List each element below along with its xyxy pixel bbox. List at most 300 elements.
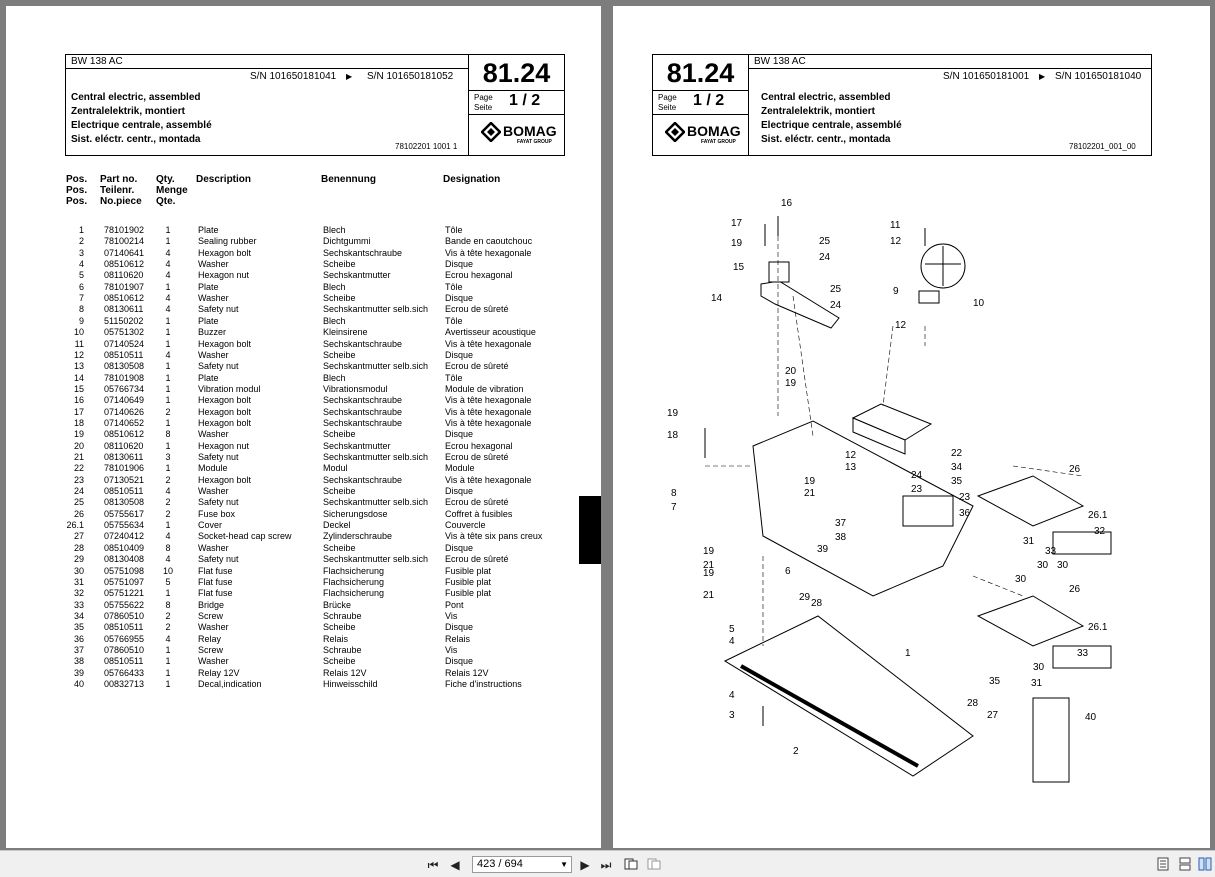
cell-designation: Vis à tête hexagonale: [445, 474, 532, 485]
cell-designation: Fiche d'instructions: [445, 679, 522, 689]
cell-pos: 21: [73, 452, 84, 462]
bomag-logo: [481, 121, 561, 147]
header-box-right: [652, 54, 1152, 156]
bomag-logo-icon: [481, 122, 501, 142]
callout-label: 38: [835, 532, 847, 543]
callout-label: 17: [731, 218, 743, 229]
cell-designation: Fusible plat: [445, 565, 492, 576]
callout-label: 19: [804, 476, 816, 487]
cell-designation: Module: [445, 463, 475, 474]
callout-label: 22: [951, 448, 963, 459]
rotate-icon[interactable]: [623, 857, 639, 873]
table-row: [6, 327, 601, 338]
callout-label: 30: [1033, 662, 1045, 673]
cell-pos: 7: [78, 293, 84, 304]
table-row: [6, 407, 601, 418]
table-row: [6, 259, 601, 270]
cell-quantity: 4: [165, 349, 171, 360]
cell-description: Decal,indication: [198, 679, 262, 689]
cell-quantity: 2: [165, 622, 171, 633]
cell-part-number: 08510409: [104, 542, 145, 553]
cell-part-number: 05751098: [104, 565, 145, 576]
col-benennung: Benennung: [321, 174, 376, 185]
cell-part-number: 05751221: [104, 588, 145, 599]
cell-part-number: 08510612: [104, 293, 145, 304]
cell-pos: 19: [73, 429, 84, 440]
table-row: [6, 486, 601, 497]
table-row: [6, 418, 601, 429]
cell-designation: Disque: [445, 259, 474, 270]
cell-quantity: 1: [165, 667, 171, 678]
cell-pos: 22: [73, 463, 84, 474]
cell-description: Washer: [198, 656, 229, 667]
cell-quantity: 2: [165, 610, 171, 621]
table-row: [6, 497, 601, 508]
cell-part-number: 08110620: [104, 440, 144, 451]
cell-benennung: Scheibe: [323, 349, 356, 360]
cell-description: Fuse box: [198, 508, 236, 519]
page-count-box: [469, 91, 564, 115]
cell-benennung: Scheibe: [323, 542, 356, 553]
cell-benennung: Scheibe: [323, 656, 356, 667]
cell-pos: 31: [73, 576, 84, 587]
cell-part-number: 07140641: [104, 247, 145, 258]
cell-designation: Vis à tête hexagonale: [445, 338, 532, 349]
table-row: [6, 339, 601, 350]
cell-benennung: Sechskantmutter selb.sich: [323, 452, 429, 462]
cell-quantity: 1: [165, 440, 171, 451]
title-de: Zentralelektrik, montiert: [71, 106, 185, 117]
cell-description: Flat fuse: [198, 565, 233, 576]
cell-part-number: 05751097: [104, 576, 145, 587]
cell-pos: 26.1: [66, 520, 84, 531]
cell-description: Safety nut: [198, 554, 239, 565]
table-row: [6, 577, 601, 588]
table-row: [6, 520, 601, 531]
callout-label: 4: [729, 690, 735, 701]
cell-designation: Tôle: [445, 315, 463, 326]
last-page-button[interactable]: ⏭: [600, 858, 612, 872]
cell-quantity: 1: [165, 361, 171, 372]
table-row: [6, 304, 601, 315]
serial-from-right: S/N 101650181001: [943, 71, 1030, 82]
cell-description: Hexagon bolt: [198, 395, 252, 406]
cell-quantity: 4: [165, 270, 171, 281]
cell-benennung: Blech: [323, 372, 346, 383]
first-page-button[interactable]: ⏮: [427, 858, 439, 872]
cell-designation: Avertisseur acoustique: [445, 327, 536, 338]
cell-part-number: 05755622: [104, 599, 145, 610]
callout-label: 26: [1069, 464, 1081, 475]
cell-pos: 39: [73, 667, 84, 678]
cell-benennung: Sechskantschraube: [323, 406, 403, 417]
callout-label: 19: [703, 546, 715, 557]
cell-pos: 29: [73, 554, 84, 565]
cell-pos: 5: [78, 270, 84, 281]
cell-benennung: Sechskantschraube: [323, 247, 403, 258]
cell-designation: Tôle: [445, 225, 463, 235]
table-row: [6, 361, 601, 372]
cell-benennung: Blech: [323, 315, 346, 326]
page-number-select[interactable]: [472, 856, 572, 873]
cell-benennung: Kleinsirene: [323, 327, 368, 338]
callout-label: 26: [1069, 584, 1081, 595]
plate-14: [761, 281, 839, 328]
bomag-logo-icon: [665, 122, 685, 142]
table-row: [6, 600, 601, 611]
col-part: Part no. Teilenr. No.piece: [100, 174, 142, 207]
facing-icon[interactable]: [1197, 857, 1213, 873]
table-row: [6, 566, 601, 577]
callout-label: 21: [804, 488, 816, 499]
exploded-parts-diagram: [613, 176, 1210, 796]
callout-label: 1: [905, 648, 911, 659]
serial-to: S/N 101650181052: [367, 71, 454, 82]
cell-benennung: Sechskantmutter selb.sich: [323, 304, 429, 315]
callout-label: 23: [959, 492, 971, 503]
page-value-right: 1 / 2: [693, 92, 725, 109]
cell-part-number: 78101908: [104, 372, 145, 383]
serial-from: S/N 101650181041: [250, 71, 337, 82]
cell-quantity: 1: [165, 588, 171, 599]
cell-quantity: 4: [165, 304, 171, 315]
cell-description: Washer: [198, 349, 229, 360]
table-row: [6, 509, 601, 520]
cell-description: Vibration modul: [198, 383, 261, 394]
cell-quantity: 4: [165, 554, 171, 565]
callout-label: 7: [671, 502, 677, 513]
cell-part-number: 08510612: [104, 259, 145, 270]
cell-part-number: 00832713: [104, 679, 145, 689]
col-pos: Pos. Pos. Pos.: [66, 174, 88, 207]
callout-label: 30: [1057, 560, 1069, 571]
cell-description: Relay: [198, 633, 222, 644]
cell-benennung: Sechskantmutter selb.sich: [323, 554, 429, 565]
callout-label: 25: [830, 284, 842, 295]
table-row: [6, 384, 601, 395]
page-left: [6, 6, 601, 848]
table-row: [6, 350, 601, 361]
page-count-box-right: [653, 91, 748, 115]
cell-pos: 3: [78, 247, 84, 258]
header-box-left: [65, 54, 565, 156]
page-indicator: 423 / 694: [477, 858, 523, 870]
callout-label: 30: [1015, 574, 1027, 585]
cell-pos: 10: [73, 327, 84, 338]
table-row: [6, 645, 601, 656]
cell-part-number: 08510612: [104, 429, 145, 440]
page-value: 1 / 2: [509, 92, 541, 109]
cell-benennung: Relais 12V: [323, 667, 367, 678]
cell-designation: Disque: [445, 349, 474, 360]
table-row: [6, 554, 601, 565]
cell-benennung: Sechskantmutter selb.sich: [323, 497, 429, 508]
table-row: [6, 622, 601, 633]
cell-designation: Ecrou de sûreté: [445, 452, 509, 462]
cell-part-number: 05755634: [104, 520, 145, 531]
callout-label: 33: [1077, 648, 1089, 659]
table-row: [6, 531, 601, 542]
cell-benennung: Sicherungsdose: [323, 508, 388, 519]
cell-quantity: 1: [165, 417, 171, 428]
cell-quantity: 2: [165, 497, 171, 508]
continuous-icon[interactable]: [1177, 857, 1193, 873]
model-name-right: BW 138 AC: [749, 55, 1151, 69]
table-row: [6, 588, 601, 599]
cell-designation: Coffret à fusibles: [445, 508, 513, 519]
col-qty: Qty. Menge Qte.: [156, 174, 188, 207]
cell-description: Flat fuse: [198, 576, 233, 587]
cell-designation: Disque: [445, 656, 474, 667]
callout-label: 8: [671, 488, 677, 499]
callout-label: 14: [711, 293, 723, 304]
cell-description: Safety nut: [198, 452, 239, 462]
cell-benennung: Scheibe: [323, 486, 356, 497]
callout-label: 24: [830, 300, 842, 311]
callout-label: 37: [835, 518, 847, 529]
cell-description: Washer: [198, 429, 229, 440]
cell-pos: 26: [73, 508, 84, 519]
cell-pos: 16: [73, 395, 84, 406]
title-es: Sist. eléctr. centr., montada: [71, 134, 201, 145]
cell-benennung: Flachsicherung: [323, 565, 385, 576]
table-row: [6, 452, 601, 463]
copy-page-icon[interactable]: [646, 857, 662, 873]
logo-subtext: FAYAT GROUP: [517, 139, 552, 145]
cell-benennung: Schraube: [323, 644, 362, 655]
cell-designation: Ecrou de sûreté: [445, 497, 509, 508]
callout-label: 35: [989, 676, 1001, 687]
cell-pos: 20: [73, 440, 84, 451]
cell-pos: 35: [73, 622, 84, 633]
single-page-icon[interactable]: [1155, 857, 1171, 873]
cell-pos: 14: [73, 372, 84, 383]
cell-pos: 40: [73, 679, 84, 689]
cell-quantity: 10: [162, 565, 173, 576]
cell-part-number: 78101907: [104, 281, 145, 292]
cell-benennung: Relais: [323, 633, 349, 644]
fuse-box-26-upper: [978, 476, 1083, 526]
callout-label: 21: [703, 590, 715, 601]
cell-quantity: 1: [165, 372, 171, 383]
cell-benennung: Scheibe: [323, 259, 356, 270]
cell-pos: 1: [78, 225, 84, 235]
cell-quantity: 4: [165, 486, 171, 497]
table-row: [6, 282, 601, 293]
cell-pos: 36: [73, 633, 84, 644]
cell-designation: Disque: [445, 486, 474, 497]
serial-arrow: ▶: [346, 72, 353, 81]
cell-quantity: 2: [165, 406, 171, 417]
cell-pos: 17: [73, 406, 84, 417]
callout-label: 33: [1045, 546, 1057, 557]
cell-designation: Couvercle: [445, 520, 486, 531]
cell-pos: 4: [78, 259, 84, 270]
callout-label: 4: [729, 636, 735, 647]
serial-to-right: S/N 101650181040: [1055, 71, 1142, 82]
cell-description: Cover: [198, 520, 223, 531]
cell-designation: Relais: [445, 633, 471, 644]
cell-description: Hexagon nut: [198, 440, 250, 451]
section-box: [468, 54, 565, 156]
cell-designation: Vis: [445, 644, 458, 655]
callout-label: 29: [799, 592, 811, 603]
title-fr: Electrique centrale, assemblé: [71, 120, 212, 131]
table-row: [6, 270, 601, 281]
cell-quantity: 1: [165, 383, 171, 394]
cell-benennung: Vibrationsmodul: [323, 383, 388, 394]
cell-benennung: Scheibe: [323, 622, 356, 633]
cell-designation: Module de vibration: [445, 383, 524, 394]
callout-label: 19: [785, 378, 797, 389]
callout-label: 20: [785, 366, 797, 377]
cell-pos: 37: [73, 644, 84, 655]
cell-designation: Ecrou de sûreté: [445, 361, 509, 372]
table-row: [6, 475, 601, 486]
cell-designation: Relais 12V: [445, 667, 489, 678]
table-row: [6, 395, 601, 406]
cell-quantity: 3: [165, 452, 171, 462]
relays-36: [903, 496, 953, 526]
table-row: [6, 668, 601, 679]
table-row: [6, 429, 601, 440]
cell-pos: 8: [78, 304, 84, 315]
cell-description: Hexagon bolt: [198, 406, 252, 417]
model-name: BW 138 AC: [66, 55, 468, 69]
cell-benennung: Sechskantmutter selb.sich: [323, 361, 429, 372]
cell-benennung: Sechskantschraube: [323, 417, 403, 428]
cell-designation: Bande en caoutchouc: [445, 236, 533, 247]
table-row: [6, 248, 601, 259]
cell-description: Washer: [198, 622, 229, 633]
cell-designation: Disque: [445, 293, 474, 304]
cell-quantity: 1: [165, 395, 171, 406]
cell-pos: 11: [74, 338, 84, 349]
cell-quantity: 2: [165, 474, 171, 485]
cell-pos: 28: [73, 542, 84, 553]
cell-description: Screw: [198, 610, 224, 621]
cell-designation: Tôle: [445, 281, 463, 292]
callout-label: 26.1: [1088, 622, 1108, 633]
table-row: [6, 225, 601, 236]
cell-designation: Fusible plat: [445, 576, 492, 587]
callout-label: 28: [811, 598, 823, 609]
cell-designation: Pont: [445, 599, 464, 610]
callout-label: 24: [911, 470, 923, 481]
callout-label: 24: [819, 252, 831, 263]
page-label: Page: [474, 93, 493, 102]
section-number-right: 81.24: [653, 55, 748, 91]
callout-label: 36: [959, 508, 971, 519]
callout-label: 34: [951, 462, 963, 473]
cell-description: Plate: [198, 315, 219, 326]
cell-part-number: 08130611: [104, 452, 144, 462]
cell-description: Screw: [198, 644, 224, 655]
cell-part-number: 08510511: [104, 349, 144, 360]
cell-benennung: Hinweisschild: [323, 679, 378, 689]
cell-quantity: 4: [165, 531, 171, 542]
cell-benennung: Scheibe: [323, 429, 356, 440]
callout-label: 35: [951, 476, 963, 487]
plate-9: [919, 291, 939, 303]
callout-label: 12: [895, 320, 907, 331]
cell-designation: Fusible plat: [445, 588, 492, 599]
cell-part-number: 08110620: [104, 270, 144, 281]
table-row: [6, 293, 601, 304]
cell-part-number: 78100214: [104, 236, 145, 247]
cell-benennung: Deckel: [323, 520, 351, 531]
cell-part-number: 08130611: [104, 304, 144, 315]
cell-quantity: 1: [165, 679, 171, 689]
cell-quantity: 8: [165, 599, 171, 610]
cell-part-number: 05751302: [104, 327, 145, 338]
cell-part-number: 08130508: [104, 361, 145, 372]
table-row: [6, 656, 601, 667]
doc-number-right: 78102201_001_00: [1069, 142, 1136, 151]
cell-benennung: Sechskantmutter: [323, 440, 391, 451]
cell-part-number: 08510511: [104, 486, 144, 497]
cell-description: Module: [198, 463, 228, 474]
cell-description: Relay 12V: [198, 667, 240, 678]
prev-page-button[interactable]: ◀: [450, 858, 460, 872]
cell-benennung: Blech: [323, 281, 346, 292]
table-row: [6, 236, 601, 247]
cell-description: Safety nut: [198, 304, 239, 315]
cell-pos: 9: [78, 315, 84, 326]
cell-quantity: 1: [165, 338, 171, 349]
cell-part-number: 07860510: [104, 610, 145, 621]
next-page-button[interactable]: ▶: [580, 858, 590, 872]
cell-part-number: 07140652: [104, 417, 145, 428]
cell-description: Washer: [198, 293, 229, 304]
cell-pos: 25: [73, 497, 84, 508]
cell-pos: 6: [78, 281, 84, 292]
vibration-module-15: [769, 262, 789, 282]
cell-designation: Vis à tête hexagonale: [445, 395, 532, 406]
chevron-down-icon: ▼: [560, 860, 568, 869]
cell-description: Bridge: [198, 599, 225, 610]
cell-designation: Vis: [445, 610, 458, 621]
cell-pos: 34: [73, 610, 84, 621]
callout-label: 2: [793, 746, 799, 757]
callout-label: 30: [1037, 560, 1049, 571]
callout-label: 11: [890, 220, 901, 231]
cell-quantity: 1: [165, 463, 171, 474]
callout-label: 18: [667, 430, 679, 441]
table-row: [6, 373, 601, 384]
cell-description: Buzzer: [198, 327, 227, 338]
cell-quantity: 1: [165, 644, 171, 655]
cell-quantity: 1: [165, 656, 171, 667]
cell-part-number: 07140524: [104, 338, 145, 349]
cell-description: Plate: [198, 372, 219, 383]
cell-quantity: 8: [165, 542, 171, 553]
section-number: 81.24: [469, 55, 564, 91]
cell-quantity: 1: [165, 520, 171, 531]
title-es-right: Sist. eléctr. centr., montada: [761, 134, 891, 145]
cell-designation: Vis à tête hexagonale: [445, 406, 532, 417]
chapter-tab-marker: [579, 496, 601, 564]
cell-designation: Disque: [445, 542, 474, 553]
cell-description: Plate: [198, 225, 219, 235]
cell-pos: 32: [73, 588, 84, 599]
table-row: [6, 441, 601, 452]
callout-label: 27: [987, 710, 999, 721]
callout-label: 32: [1094, 526, 1106, 537]
cell-pos: 24: [73, 486, 84, 497]
cell-part-number: 08510511: [104, 622, 144, 633]
cell-quantity: 4: [165, 247, 171, 258]
